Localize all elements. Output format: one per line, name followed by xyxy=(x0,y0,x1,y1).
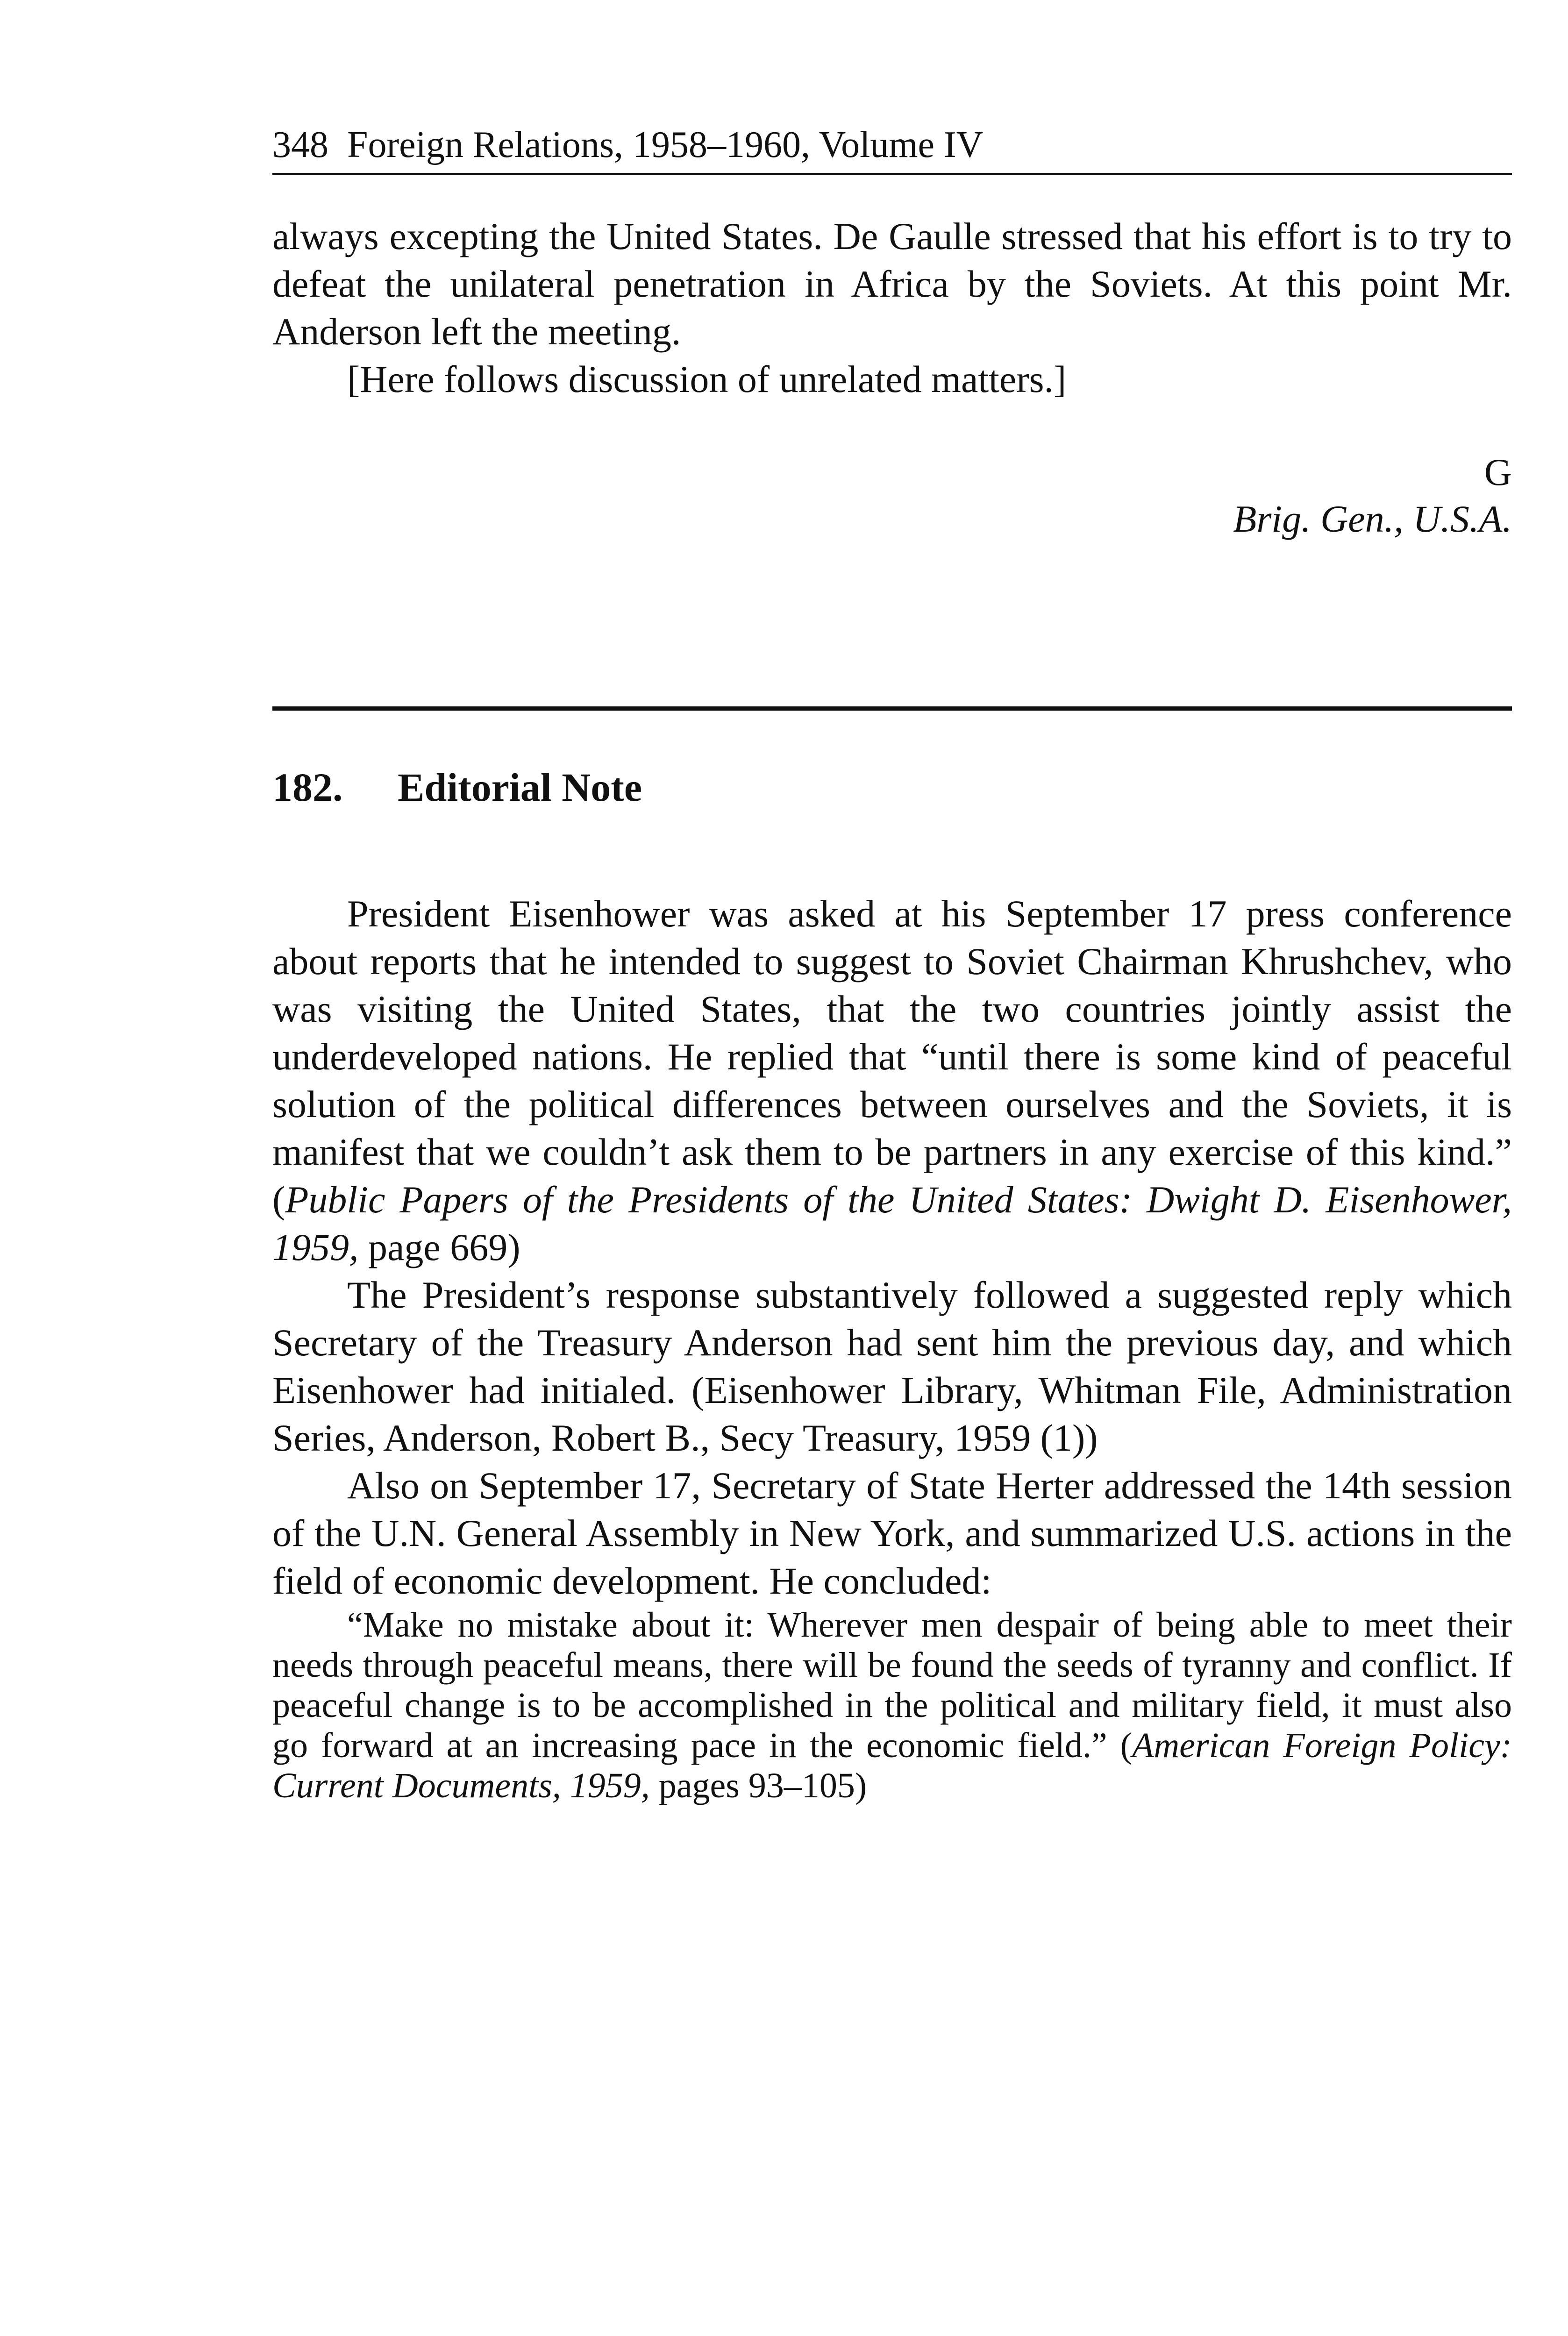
running-title: Foreign Relations, 1958–1960, Volume IV xyxy=(347,124,984,165)
note-paragraph-2: The President’s response substantively followed a suggested reply which Secretary of the Treasury Anderson had sent him the previous day, and which Eisenhower had initialed. (Eisenhower Library, Whitman File, Administration Series, Anderson, Robert B., Secy Treasury, 1959 (1)) xyxy=(272,1274,1512,1459)
note-paragraph-1 xyxy=(272,890,1512,1271)
block-quote-citation: American Foreign Policy: Current Documents, 1959, xyxy=(272,1726,1512,1805)
block-quote xyxy=(272,1605,1512,1806)
document-page xyxy=(272,0,1512,2336)
note-paragraph-1-citation-tail: page 669) xyxy=(358,1226,520,1268)
document-number: 182. xyxy=(272,765,343,810)
block-quote-citation-tail: pages 93–105) xyxy=(649,1766,867,1805)
block-quote-text: “Make no mistake about it: Wherever men despair of being able to meet their needs through peaceful means, there will be found the seeds of tyranny and conflict. If peaceful change is to be accomplished in the political and military field, it must also go forward at an increasing pace in the economic field.” ( xyxy=(272,1605,1512,1765)
omission-note: [Here follows discussion of unrelated matters.] xyxy=(347,358,1067,400)
section-divider xyxy=(272,706,1512,711)
note-paragraph-3: Also on September 17, Secretary of State Herter addressed the 14th session of the U.N. General Assembly in New York, and summarized U.S. actions in the field of economic development. He concluded: xyxy=(272,1464,1512,1602)
document-heading xyxy=(272,763,642,812)
note-paragraph-1-citation: Public Papers of the Presidents of the United States: Dwight D. Eisenhower, 1959, xyxy=(272,1178,1512,1268)
note-paragraph-1-text: President Eisenhower was asked at his September 17 press conference about reports that he intended to suggest to Soviet Chairman Khrushchev, who was visiting the United States, that the two countries jointly assist the underdeveloped nations. He replied that “until there is some kind of peaceful solution of the political differences between ourselves and the Soviets, it is manifest that we couldn’t ask them to be partners in any exercise of this kind.” ( xyxy=(272,892,1512,1221)
continued-paragraph: always excepting the United States. De Gaulle stressed that his effort is to try to defeat the unilateral penetration in Africa by the Soviets. At this point Mr. Anderson left the meeting. xyxy=(272,215,1512,353)
page-number: 348 xyxy=(272,124,328,165)
header-rule xyxy=(272,173,1512,175)
signature-title: Brig. Gen., U.S.A. xyxy=(1233,498,1512,540)
signature-initial: G xyxy=(1484,451,1512,493)
editorial-note-body xyxy=(272,890,1512,1806)
running-header xyxy=(272,122,1512,167)
document-title: Editorial Note xyxy=(398,765,642,810)
continued-text xyxy=(272,213,1512,403)
